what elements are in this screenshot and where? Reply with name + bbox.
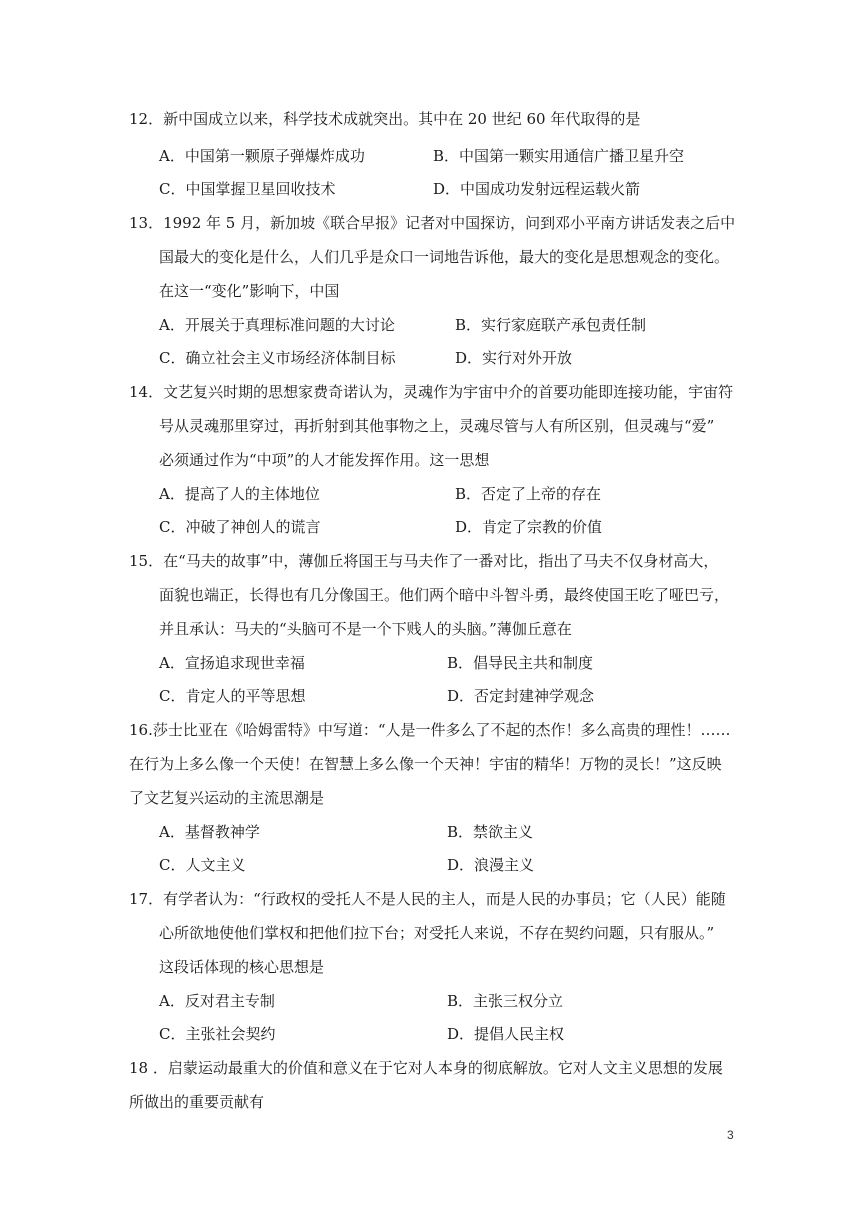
question-12-option-a: A．中国第一颗原子弹爆炸成功 <box>159 147 365 165</box>
question-13-line-2: 国最大的变化是什么，人们几乎是众口一词地告诉他，最大的变化是思想观念的变化。 <box>159 248 730 266</box>
question-17-option-c: C．主张社会契约 <box>159 1025 276 1043</box>
question-14-option-d: D．肯定了宗教的价值 <box>455 518 603 536</box>
question-16-option-c: C．人文主义 <box>159 856 246 874</box>
question-15-option-b: B．倡导民主共和制度 <box>447 654 594 672</box>
question-15-line-2: 面貌也端正，长得也有几分像国王。他们两个暗中斗智斗勇，最终使国王吃了哑巴亏， <box>159 586 730 604</box>
question-16-line-2: 在行为上多么像一个天使！在智慧上多么像一个天神！宇宙的精华！万物的灵长！”这反映 <box>129 755 722 773</box>
question-15-option-a: A．宣扬追求现世幸福 <box>159 654 305 672</box>
question-13-option-d: D．实行对外开放 <box>455 349 573 367</box>
question-16-line-1: 16.莎士比亚在《哈姆雷特》中写道：“人是一件多么了不起的杰作！多么高贵的理性！…… <box>129 721 731 739</box>
question-14-line-2: 号从灵魂那里穿过，再折射到其他事物之上，灵魂尽管与人有所区别，但灵魂与“爱” <box>159 417 715 435</box>
question-14-line-1: 14．文艺复兴时期的思想家费奇诺认为，灵魂作为宇宙中介的首要功能即连接功能，宇宙符 <box>129 383 734 401</box>
question-12-option-d: D．中国成功发射远程运载火箭 <box>433 180 641 198</box>
question-13-option-b: B．实行家庭联产承包责任制 <box>455 316 647 334</box>
question-12-option-b: B．中国第一颗实用通信广播卫星升空 <box>433 147 685 165</box>
question-17-line-3: 这段话体现的核心思想是 <box>159 958 325 976</box>
question-12-option-c: C．中国掌握卫星回收技术 <box>159 180 336 198</box>
question-13-option-c: C．确立社会主义市场经济体制目标 <box>159 349 396 367</box>
page-number: 3 <box>727 1128 734 1142</box>
question-18-line-1: 18 ．启蒙运动最重大的价值和意义在于它对人本身的彻底解放。它对人文主义思想的发展 <box>129 1059 723 1077</box>
question-16-option-b: B．禁欲主义 <box>447 823 534 841</box>
question-17-option-b: B．主张三权分立 <box>447 992 564 1010</box>
question-14-option-b: B．否定了上帝的存在 <box>455 485 602 503</box>
question-16-option-a: A．基督教神学 <box>159 823 260 841</box>
question-14-option-c: C．冲破了神创人的谎言 <box>159 518 321 536</box>
question-14-line-3: 必须通过作为“中项”的人才能发挥作用。这一思想 <box>159 451 490 469</box>
question-17-line-2: 心所欲地使他们掌权和把他们拉下台；对受托人来说，不存在契约问题，只有服从。” <box>159 924 715 942</box>
question-18-line-2: 所做出的重要贡献有 <box>129 1093 265 1111</box>
question-12-line-1: 12．新中国成立以来，科学技术成就突出。其中在 20 世纪 60 年代取得的是 <box>129 110 641 128</box>
question-17-option-a: A．反对君主专制 <box>159 992 275 1010</box>
question-15-option-d: D．否定封建神学观念 <box>447 687 595 705</box>
question-14-option-a: A．提高了人的主体地位 <box>159 485 320 503</box>
question-17-line-1: 17．有学者认为：“行政权的受托人不是人民的主人，而是人民的办事员；它（人民）能随 <box>129 890 726 908</box>
question-16-option-d: D．浪漫主义 <box>447 856 535 874</box>
question-15-line-3: 并且承认：马夫的“头脑可不是一个下贱人的头脑。”薄伽丘意在 <box>159 620 572 638</box>
question-13-line-1: 13．1992 年 5 月，新加坡《联合早报》记者对中国探访，问到邓小平南方讲话发表之后中 <box>129 214 736 232</box>
question-16-line-3: 了文艺复兴运动的主流思潮是 <box>129 789 325 807</box>
question-13-option-a: A．开展关于真理标准问题的大讨论 <box>159 316 395 334</box>
question-13-line-3: 在这一“变化”影响下，中国 <box>159 282 340 300</box>
question-15-line-1: 15．在“马夫的故事”中，薄伽丘将国王与马夫作了一番对比，指出了马夫不仅身材高大， <box>129 552 719 570</box>
question-15-option-c: C．肯定人的平等思想 <box>159 687 306 705</box>
question-17-option-d: D．提倡人民主权 <box>447 1025 565 1043</box>
